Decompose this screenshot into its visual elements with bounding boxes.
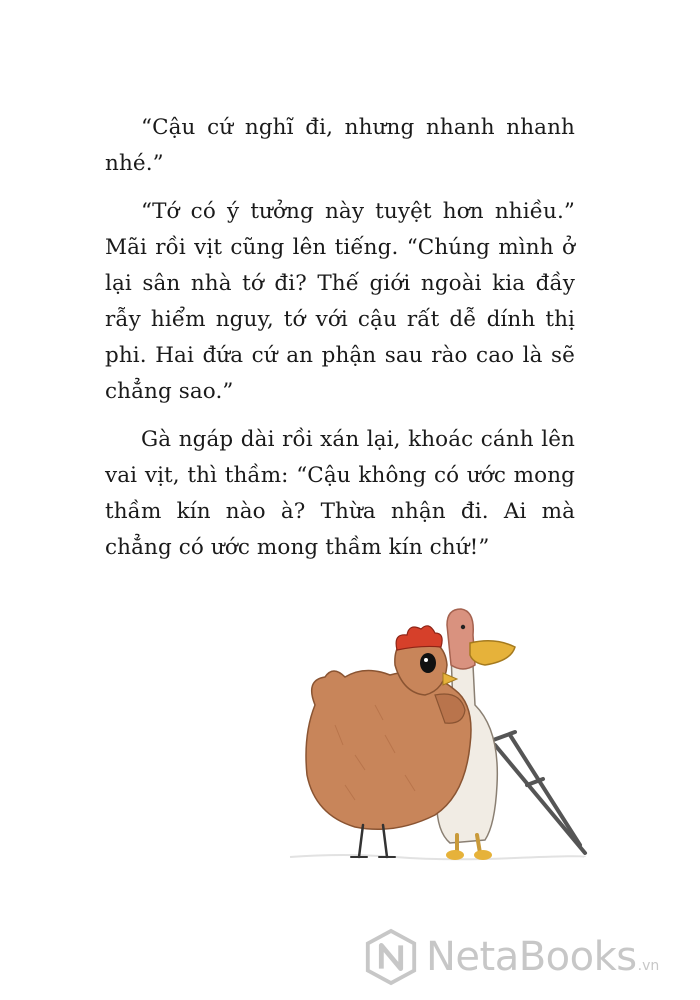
hen-comb: [396, 626, 442, 650]
crutch: [485, 732, 585, 853]
paragraph-2: “Tớ có ý tưởng này tuyệt hơn nhiều.” Mãi rồi vịt cũng lên tiếng. “Chúng mình ở lại sân nhà tớ đi? Thế giới ngoài kia đầy rẫy hiểm nguy, tớ với cậu rất dễ dính thị phi. Hai đứa cứ an phận sau rào cao là sẽ chẳng sao.”: [105, 199, 575, 404]
paragraph-1: “Cậu cứ nghĩ đi, nhưng nhanh nhanh nhé.”: [105, 115, 575, 176]
duck-beak: [470, 641, 515, 665]
watermark-suffix: .vn: [637, 958, 660, 974]
story-text: [105, 110, 575, 578]
netabooks-logo-icon: [362, 928, 420, 986]
duck-head: [447, 609, 475, 669]
watermark-brand: NetaBooks: [426, 934, 637, 980]
watermark: [362, 922, 692, 992]
hen-and-duck-illustration: [285, 595, 595, 875]
paragraph-3: Gà ngáp dài rồi xán lại, khoác cánh lên vai vịt, thì thầm: “Cậu không có ước mong thầm kín nào à? Thừa nhận đi. Ai mà chẳng có ước mong thầm kín chứ!”: [105, 427, 575, 560]
